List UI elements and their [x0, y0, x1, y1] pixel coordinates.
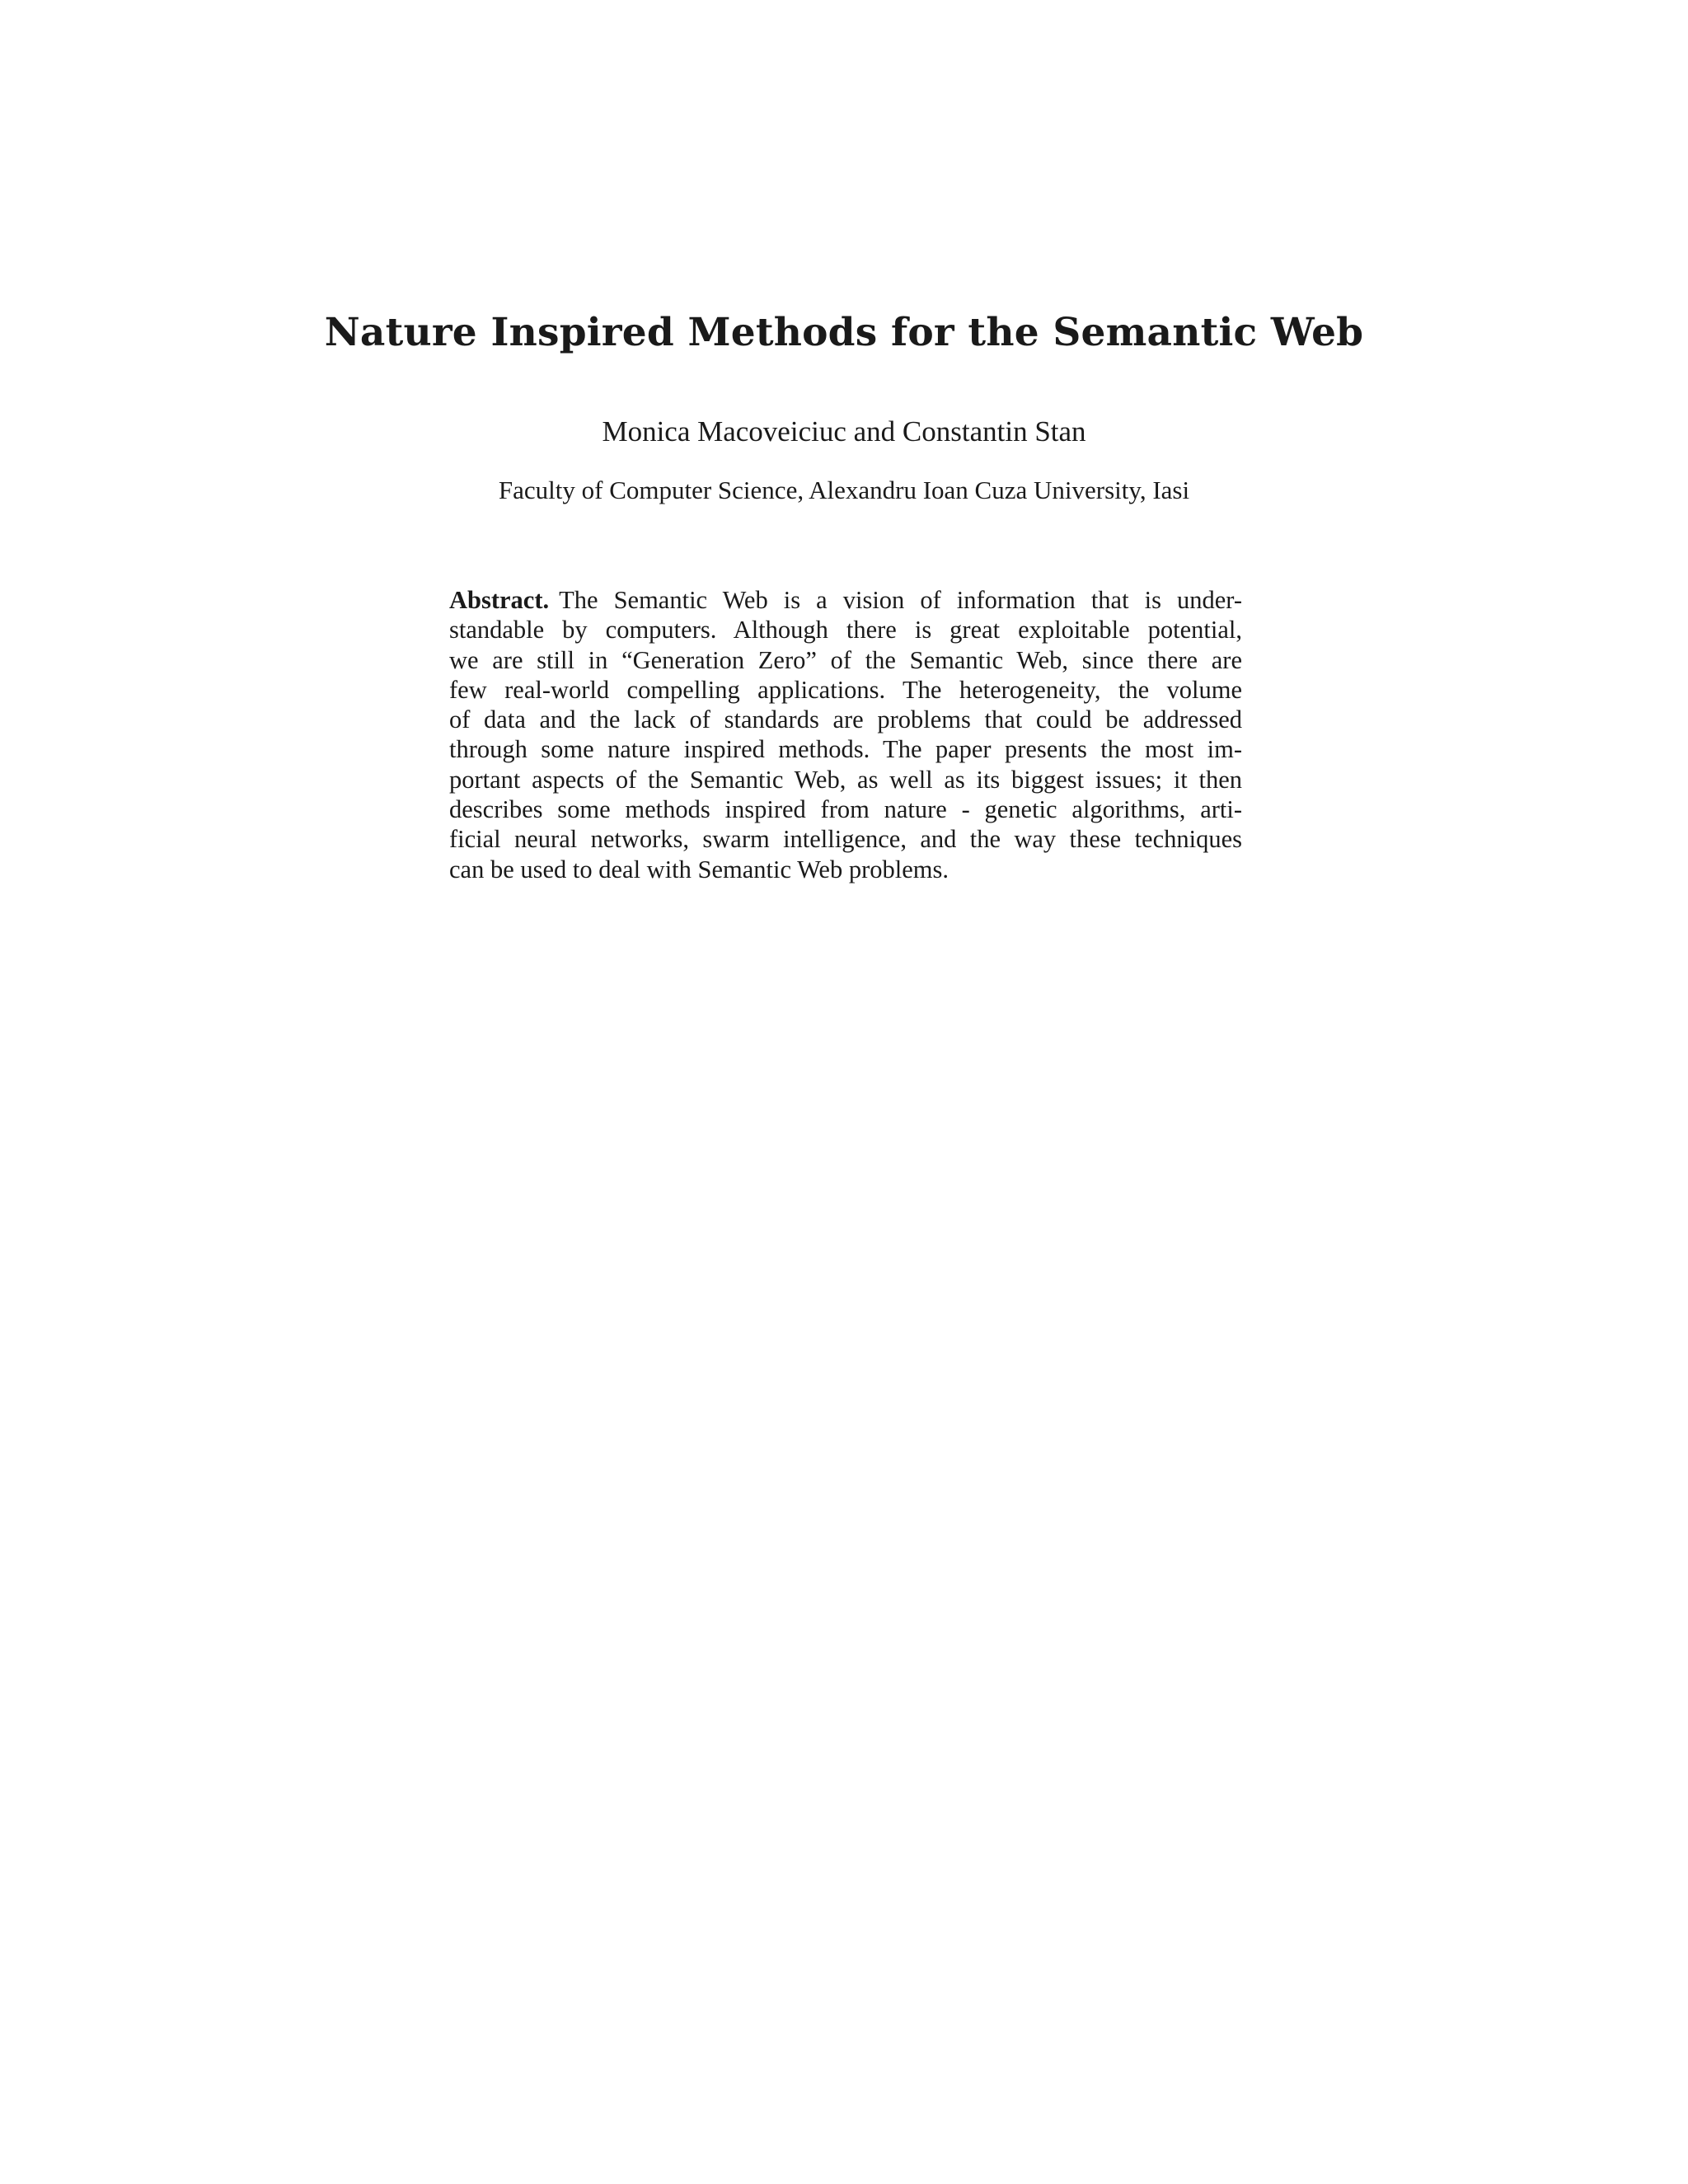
- abstract-line: ficial neural networks, swarm intelligence, and the way these techniques: [449, 825, 1242, 854]
- abstract-block: [449, 585, 1242, 884]
- abstract-line: of data and the lack of standards are problems that could be addressed: [449, 705, 1242, 734]
- paper-title: Nature Inspired Methods for the Semantic Web: [324, 310, 1364, 355]
- abstract-heading: Abstract.: [449, 586, 550, 614]
- abstract-line: portant aspects of the Semantic Web, as well as its biggest issues; it then: [449, 765, 1242, 794]
- paper-authors: Monica Macoveiciuc and Constantin Stan: [602, 415, 1086, 448]
- abstract-line: through some nature inspired methods. The paper presents the most im-: [449, 735, 1242, 764]
- abstract-text: The Semantic Web is a vision of information that is under-: [559, 586, 1242, 614]
- paper-affiliation: Faculty of Computer Science, Alexandru Ioan Cuza University, Iasi: [498, 476, 1190, 504]
- abstract-line: we are still in “Generation Zero” of the Semantic Web, since there are: [449, 645, 1242, 674]
- abstract-line: can be used to deal with Semantic Web problems.: [449, 855, 949, 883]
- abstract-line: describes some methods inspired from nature - genetic algorithms, arti-: [449, 795, 1242, 824]
- abstract-line: few real-world compelling applications. The heterogeneity, the volume: [449, 675, 1242, 704]
- abstract-line: [449, 585, 1242, 615]
- abstract-line: standable by computers. Although there is great exploitable potential,: [449, 616, 1242, 644]
